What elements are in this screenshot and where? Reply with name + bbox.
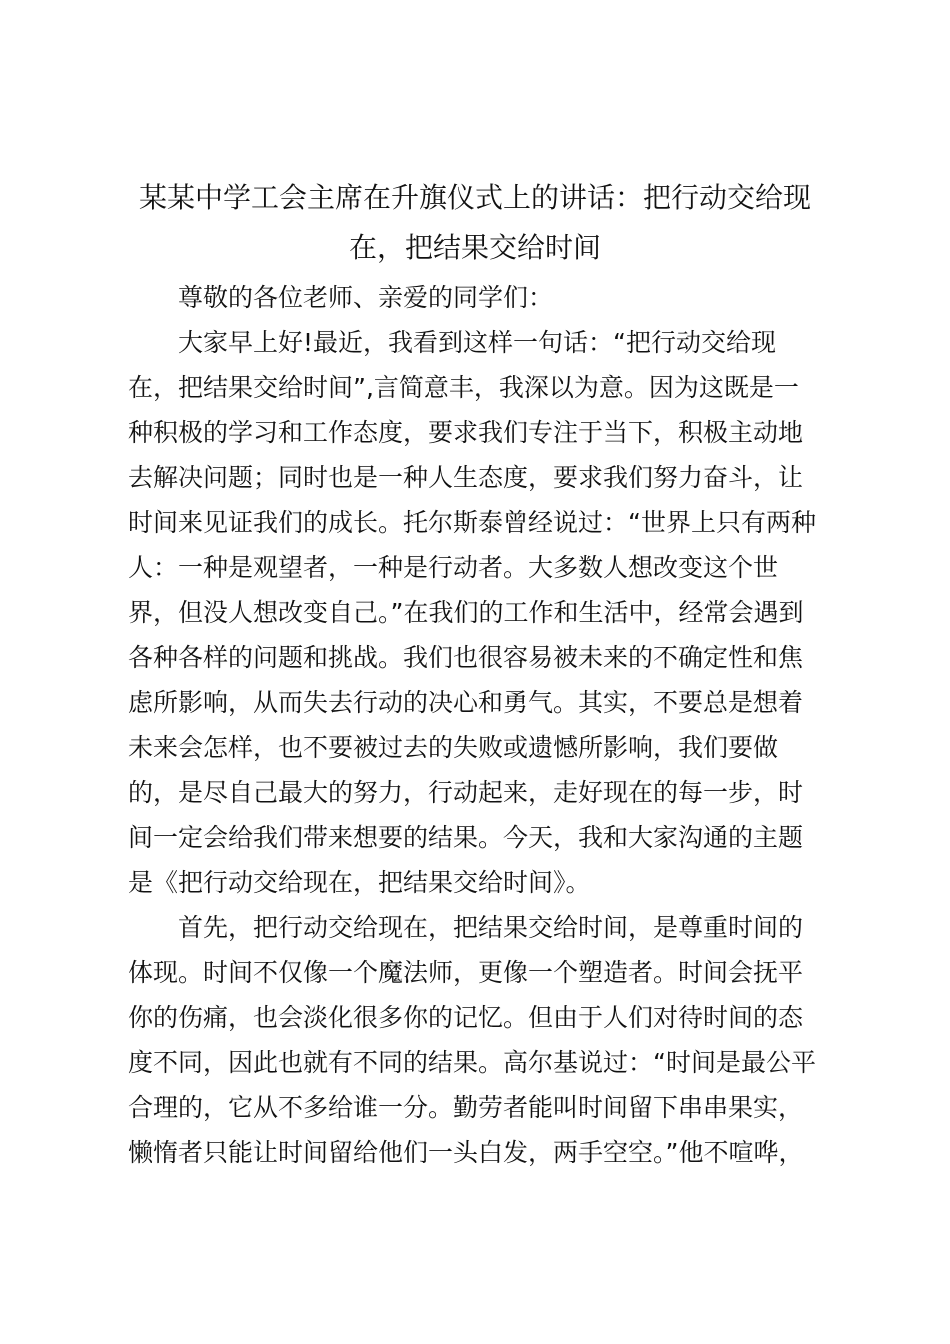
paragraph-2-line-5: 合理的，它从不多给谁一分。勤劳者能叫时间留下串串果实， [128, 1093, 804, 1122]
paragraph-2-line-4: 度不同，因此也就有不同的结果。高尔基说过：“时间是最公平 [128, 1048, 816, 1077]
document-title-line-1: 某某中学工会主席在升旗仪式上的讲话：把行动交给现 [138, 181, 811, 214]
paragraph-1-line-12: 间一定会给我们带来想要的结果。今天，我和大家沟通的主题 [128, 823, 804, 852]
document-title-line-2: 在，把结果交给时间 [348, 231, 601, 264]
paragraph-1-line-2: 在，把结果交给时间”,言简意丰，我深以为意。因为这既是一 [128, 373, 799, 402]
paragraph-1-line-11: 的，是尽自己最大的努力，行动起来，走好现在的每一步，时 [128, 778, 804, 807]
paragraph-1-line-5: 时间来见证我们的成长。托尔斯泰曾经说过：“世界上只有两种 [128, 508, 816, 537]
paragraph-2-line-2: 体现。时间不仅像一个魔法师，更像一个塑造者。时间会抚平 [128, 958, 804, 987]
paragraph-1-line-6: 人：一种是观望者，一种是行动者。大多数人想改变这个世 [128, 553, 779, 582]
paragraph-1-line-1: 大家早上好!最近，我看到这样一句话：“把行动交给现 [178, 328, 776, 357]
salutation: 尊敬的各位老师、亲爱的同学们： [178, 283, 554, 312]
paragraph-2-line-3: 你的伤痛，也会淡化很多你的记忆。但由于人们对待时间的态 [128, 1003, 804, 1032]
paragraph-2-line-6: 懒惰者只能让时间留给他们一头白发，两手空空。”他不喧哗， [128, 1138, 804, 1167]
paragraph-1-line-7: 界，但没人想改变自己。”在我们的工作和生活中，经常会遇到 [128, 598, 804, 627]
paragraph-1-line-8: 各种各样的问题和挑战。我们也很容易被未来的不确定性和焦 [128, 643, 804, 672]
paragraph-1-line-3: 种积极的学习和工作态度，要求我们专注于当下，积极主动地 [128, 418, 804, 447]
paragraph-1-line-13: 是《把行动交给现在，把结果交给时间》。 [128, 868, 591, 897]
paragraph-2-line-1: 首先，把行动交给现在，把结果交给时间，是尊重时间的 [178, 913, 804, 942]
paragraph-1-line-4: 去解决问题；同时也是一种人生态度，要求我们努力奋斗，让 [128, 463, 804, 492]
paragraph-1-line-10: 未来会怎样，也不要被过去的失败或遗憾所影响，我们要做 [128, 733, 779, 762]
paragraph-1-line-9: 虑所影响，从而失去行动的决心和勇气。其实，不要总是想着 [128, 688, 804, 717]
